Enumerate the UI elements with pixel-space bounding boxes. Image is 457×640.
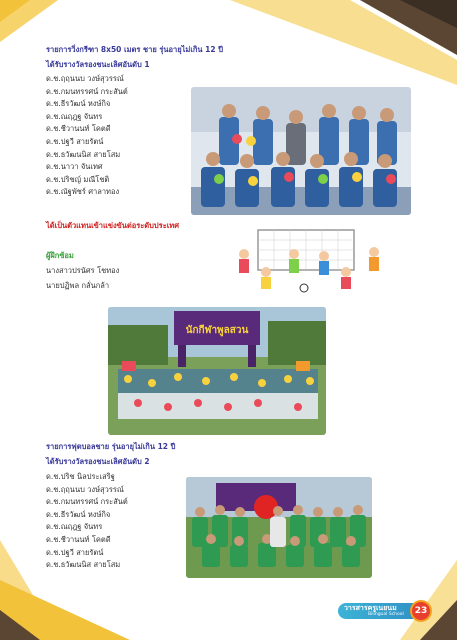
section1-note: ได้เป็นตัวแทนเข้าแข่งขันต่อระดับประเทศ [46,221,180,230]
coaches-heading: ผู้ฝึกซ้อม [46,251,74,260]
event-banner-text: นักกีฬาพูลสวน [185,325,249,336]
member-name: ด.ช.ธวัฒนนิส สายโสม [46,149,121,159]
member-name: ด.ช.ฤฤนนบ วงษ์สุวรรณ์ [46,484,124,494]
member-name: ด.ช.ชีวานนท์ โคตดี [46,124,111,134]
member-name: ด.ช.กมนทรรศน์ กระสันต์ [46,497,128,507]
page-number: 23 [410,600,432,622]
member-name: ด.ช.ปฐวี สายรัตน์ [46,136,104,146]
coach-name: นายปฏิพล กลั่นกล้า [46,281,110,290]
member-name: ด.ช.ฤฤนนบ วงษ์สุวรรณ์ [46,74,124,83]
member-name: ด.ช.นาวา จันเทศ [46,162,103,172]
section2-title: รายการฟุตบอลชาย รุ่นอายุไม่เกิน 12 ปี [46,442,176,451]
member-name: ด.ช.ปฐวี สายรัตน์ [46,547,104,557]
relay-team-photo [191,87,411,215]
section1-title: รายการวิ่งกรีฑา 8x50 เมตร ชาย รุ่นอายุไม่เกิน 12 ปี [46,45,223,54]
football-team-photo [186,477,372,578]
member-name: ด.ช.ณฤฎฐ จันทร [46,522,103,532]
top-right-decoration [230,0,457,100]
section1-member-list [46,73,128,199]
section1-award: ได้รับรางวัลรองชนะเลิศอันดับ 1 [46,60,150,69]
member-name: ด.ช.ปริช นิลประเสริฐ [46,472,115,481]
member-name: ด.ช.ณัฐพัชร์ ศาลาทอง [46,187,120,197]
member-name: ด.ช.ณฤฎฐ จันทร [46,111,103,121]
journal-title: วารสารครูเนยนม [344,604,397,612]
group-event-photo [108,307,326,435]
kids-football-illustration [228,228,390,298]
top-left-decoration [0,0,60,45]
member-name: ด.ช.ชีวานนท์ โคตดี [46,534,111,544]
member-name: ด.ช.ปริชญ์ มณีโชติ [46,174,110,184]
section2-member-list [46,471,128,572]
journal-subtitle: Bilingual School [368,612,404,617]
coach-name: นางสาวปรนัศร โชทอง [46,266,120,275]
member-name: ด.ช.กมนทรรศน์ กระสันต์ [46,86,128,96]
section2-award: ได้รับรางวัลรองชนะเลิศอันดับ 2 [46,457,150,466]
bottom-right-decoration [400,560,457,640]
member-name: ด.ช.ธีรวัฒน์ หงษ์กิจ [46,99,111,109]
member-name: ด.ช.ธีรวัฒน์ หงษ์กิจ [46,509,111,519]
member-name: ด.ช.ธวัฒนนิส สายโสม [46,560,121,570]
